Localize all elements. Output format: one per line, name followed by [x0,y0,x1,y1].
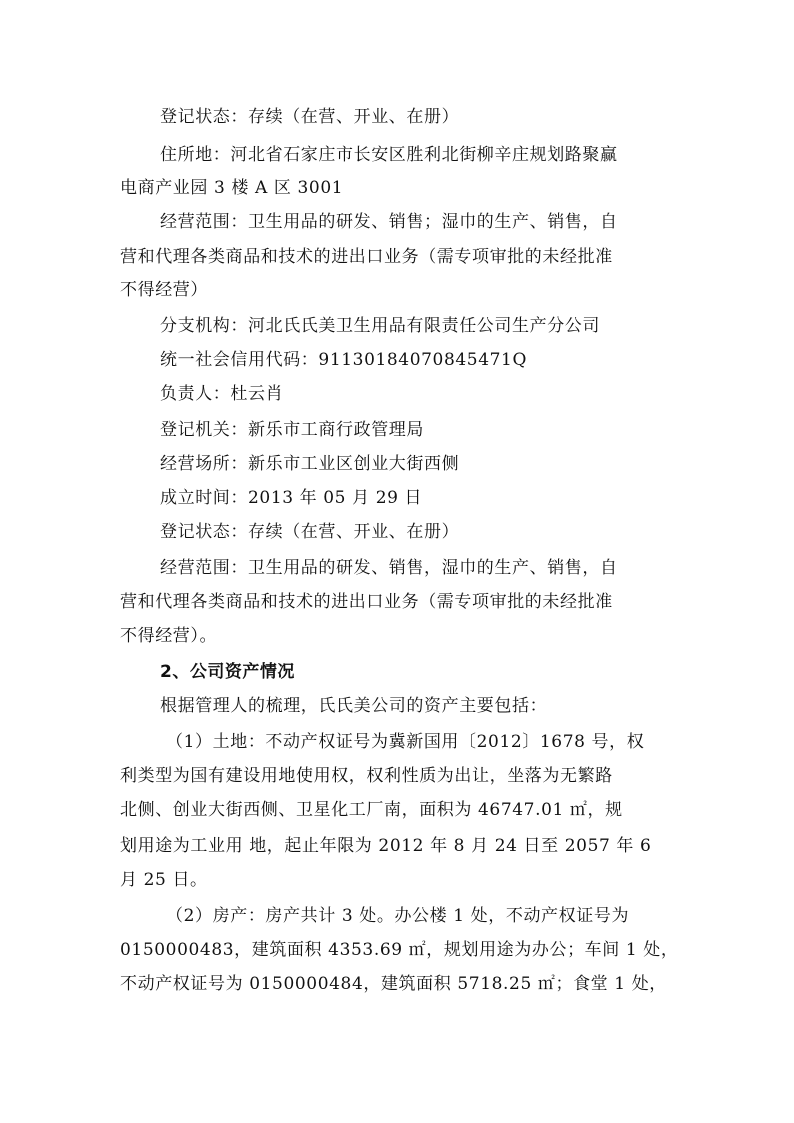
person-in-charge-line: 负责人：杜云肖 [160,384,284,404]
business-scope2-line-1: 经营范围：卫生用品的研发、销售，湿巾的生产、销售，自 [160,558,618,578]
land-line-4: 划用途为工业用 地，起止年限为 2012 年 8 月 24 日至 2057 年 6 [120,836,652,856]
land-line-3: 北侧、创业大街西侧、卫星化工厂南，面积为 46747.01 ㎡，规 [120,800,623,820]
section-heading-assets: 2、公司资产情况 [160,662,295,682]
land-line-2: 利类型为国有建设用地使用权，权利性质为出让，坐落为无繁路 [120,766,613,786]
business-scope-line-3: 不得经营） [120,280,208,300]
registration-authority-line: 登记机关：新乐市工商行政管理局 [160,420,424,440]
land-line-5: 月 25 日。 [120,870,208,890]
land-line-1: （1）土地：不动产权证号为冀新国用〔2012〕1678 号，权 [166,732,645,752]
business-scope-line-2: 营和代理各类商品和技术的进出口业务（需专项审批的未经批准 [120,247,613,267]
business-scope-line-1: 经营范围：卫生用品的研发、销售；湿巾的生产、销售，自 [160,212,618,232]
business-premises-line: 经营场所：新乐市工业区创业大街西侧 [160,454,460,474]
branch-line: 分支机构：河北氏氏美卫生用品有限责任公司生产分公司 [160,316,600,336]
address-line-1: 住所地：河北省石家庄市长安区胜利北街柳辛庄规划路聚赢 [160,145,618,165]
assets-intro: 根据管理人的梳理，氏氏美公司的资产主要包括： [160,696,548,716]
registration-status-line-2: 登记状态：存续（在营、开业、在册） [160,522,460,542]
business-scope2-line-3: 不得经营）。 [120,626,218,646]
housing-line-1: （2）房产：房产共计 3 处。办公楼 1 处，不动产权证号为 [166,906,630,926]
registration-status-line: 登记状态：存续（在营、开业、在册） [160,107,460,127]
housing-line-3: 不动产权证号为 0150000484，建筑面积 5718.25 ㎡；食堂 1 处， [120,974,667,994]
credit-code-line: 统一社会信用代码：91130184070845471Q [160,350,528,370]
address-line-2: 电商产业园 3 楼 A 区 3001 [120,178,344,198]
business-scope2-line-2: 营和代理各类商品和技术的进出口业务（需专项审批的未经批准 [120,592,613,612]
housing-line-2: 0150000483，建筑面积 4353.69 ㎡，规划用途为办公；车间 1 处， [120,940,679,960]
established-date-line: 成立时间：2013 年 05 月 29 日 [160,488,423,508]
